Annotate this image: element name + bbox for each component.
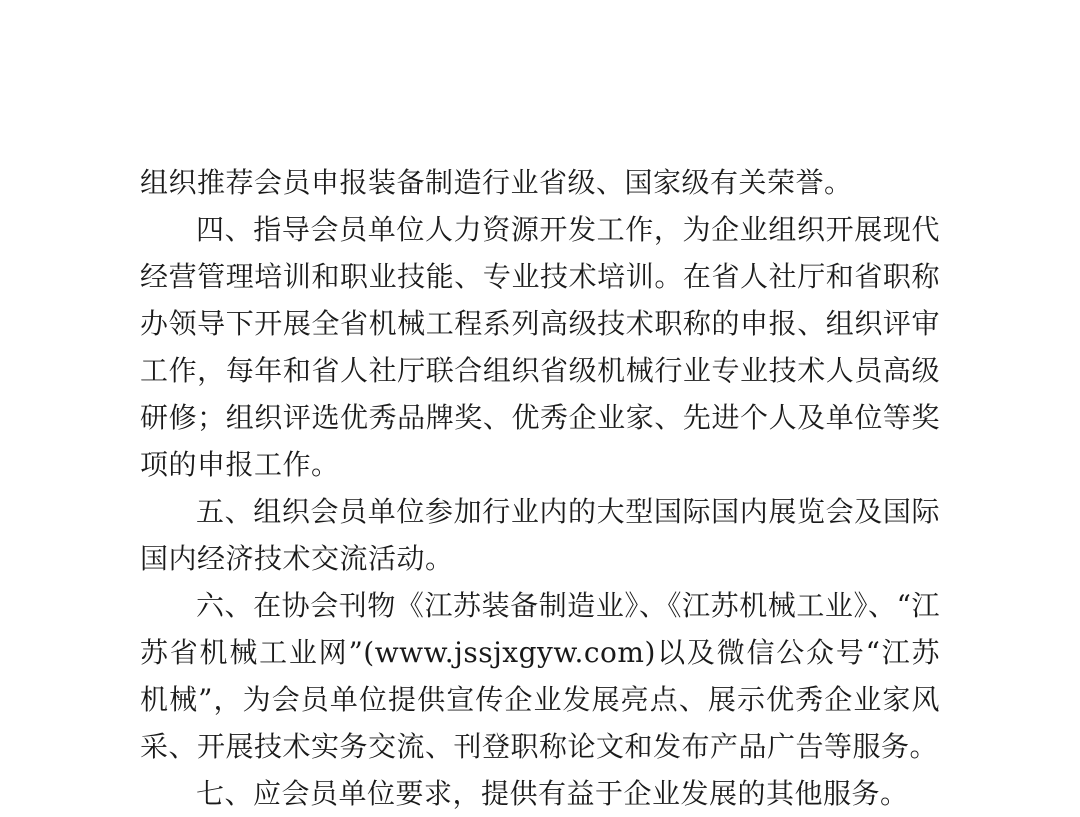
paragraph-honors-continuation: 组织推荐会员申报装备制造行业省级、国家级有关荣誉。 xyxy=(140,166,853,199)
document-body xyxy=(140,159,940,817)
paragraph-item-seven: 七、应会员单位要求，提供有益于企业发展的其他服务。 xyxy=(196,777,909,810)
paragraph-item-six: 六、在协会刊物《江苏装备制造业》、《江苏机械工业》、“江苏省机械工业网”(www.jssjxgyw.com)以及微信公众号“江苏机械”，为会员单位提供宣传企业发展亮点、展示优秀企业家风采、开展技术实务交流、刊登职称论文和发布产品广告等服务。 xyxy=(140,589,940,763)
paragraph-item-five: 五、组织会员单位参加行业内的大型国际国内展览会及国际国内经济技术交流活动。 xyxy=(140,495,940,575)
paragraph-item-four: 四、指导会员单位人力资源开发工作，为企业组织开展现代经营管理培训和职业技能、专业技术培训。在省人社厅和省职称办领导下开展全省机械工程系列高级技术职称的申报、组织评审工作，每年和省人社厅联合组织省级机械行业专业技术人员高级研修；组织评选优秀品牌奖、优秀企业家、先进个人及单位等奖项的申报工作。 xyxy=(140,213,940,481)
